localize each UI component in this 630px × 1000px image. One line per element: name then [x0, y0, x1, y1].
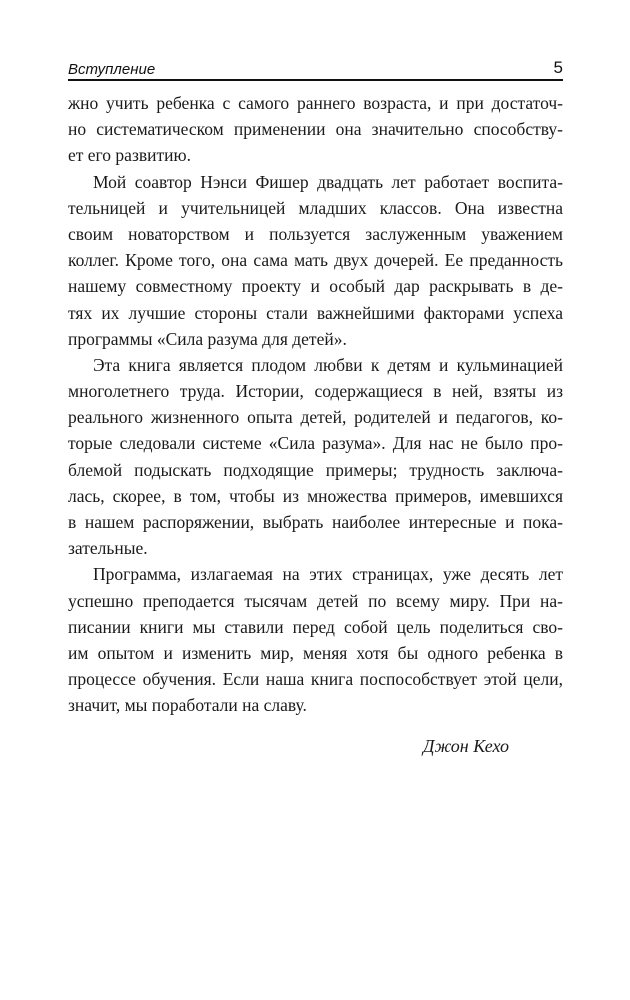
section-title: Вступление — [68, 61, 156, 78]
text-line: Программа, излагаемая на этих страницах, уже десять лет — [93, 564, 563, 585]
text-line: блемой подыскать подходящие примеры; трудность заключа- — [68, 459, 563, 480]
text-line: но систематическом применении она значительно способству- — [68, 119, 563, 140]
text-line: процессе обучения. Если наша книга поспособствует этой цели, — [68, 669, 563, 690]
text-line: программы «Сила разума для детей». — [68, 328, 347, 349]
text-line: ет его развитию. — [68, 145, 191, 166]
text-line: своим новаторством и пользуется заслуженным уважением — [68, 223, 563, 244]
page-number: 5 — [553, 58, 563, 77]
text-line: значит, мы поработали на славу. — [68, 695, 307, 716]
text-line: коллег. Кроме того, она сама мать двух дочерей. Ее преданность — [68, 250, 563, 271]
header-rule — [68, 79, 563, 81]
text-line: зательные. — [68, 538, 148, 559]
text-line: писании книги мы ставили перед собой цель поделиться сво- — [68, 616, 563, 637]
text-line: нашему совместному проекту и особый дар раскрывать в де- — [68, 276, 563, 297]
text-line: многолетнего труда. Истории, содержащиеся в ней, взяты из — [68, 381, 563, 402]
author-signature: Джон Кехо — [423, 736, 509, 756]
text-line: успешно преподается тысячам детей по всему миру. При на- — [68, 590, 563, 611]
text-line: тельницей и учительницей младших классов. Она известна — [68, 197, 563, 218]
text-line: реального жизненного опыта детей, родителей и педагогов, ко- — [68, 407, 563, 428]
text-line: Эта книга является плодом любви к детям и кульминацией — [93, 354, 563, 375]
text-line: тях их лучшие стороны стали важнейшими факторами успеха — [68, 302, 563, 323]
text-line: торые следовали системе «Сила разума». Для нас не было про- — [68, 433, 563, 454]
text-line: жно учить ребенка с самого раннего возраста, и при достаточ- — [68, 93, 563, 113]
text-line: в нашем распоряжении, выбрать наиболее интересные и пока- — [68, 512, 563, 532]
text-line: лась, скорее, в том, чтобы из множества примеров, имевшихся — [68, 485, 563, 506]
text-line: Мой соавтор Нэнси Фишер двадцать лет работает воспита- — [93, 171, 563, 192]
text-line: им опытом и изменить мир, меняя хотя бы одного ребенка в — [68, 642, 563, 663]
body-text — [68, 90, 563, 719]
